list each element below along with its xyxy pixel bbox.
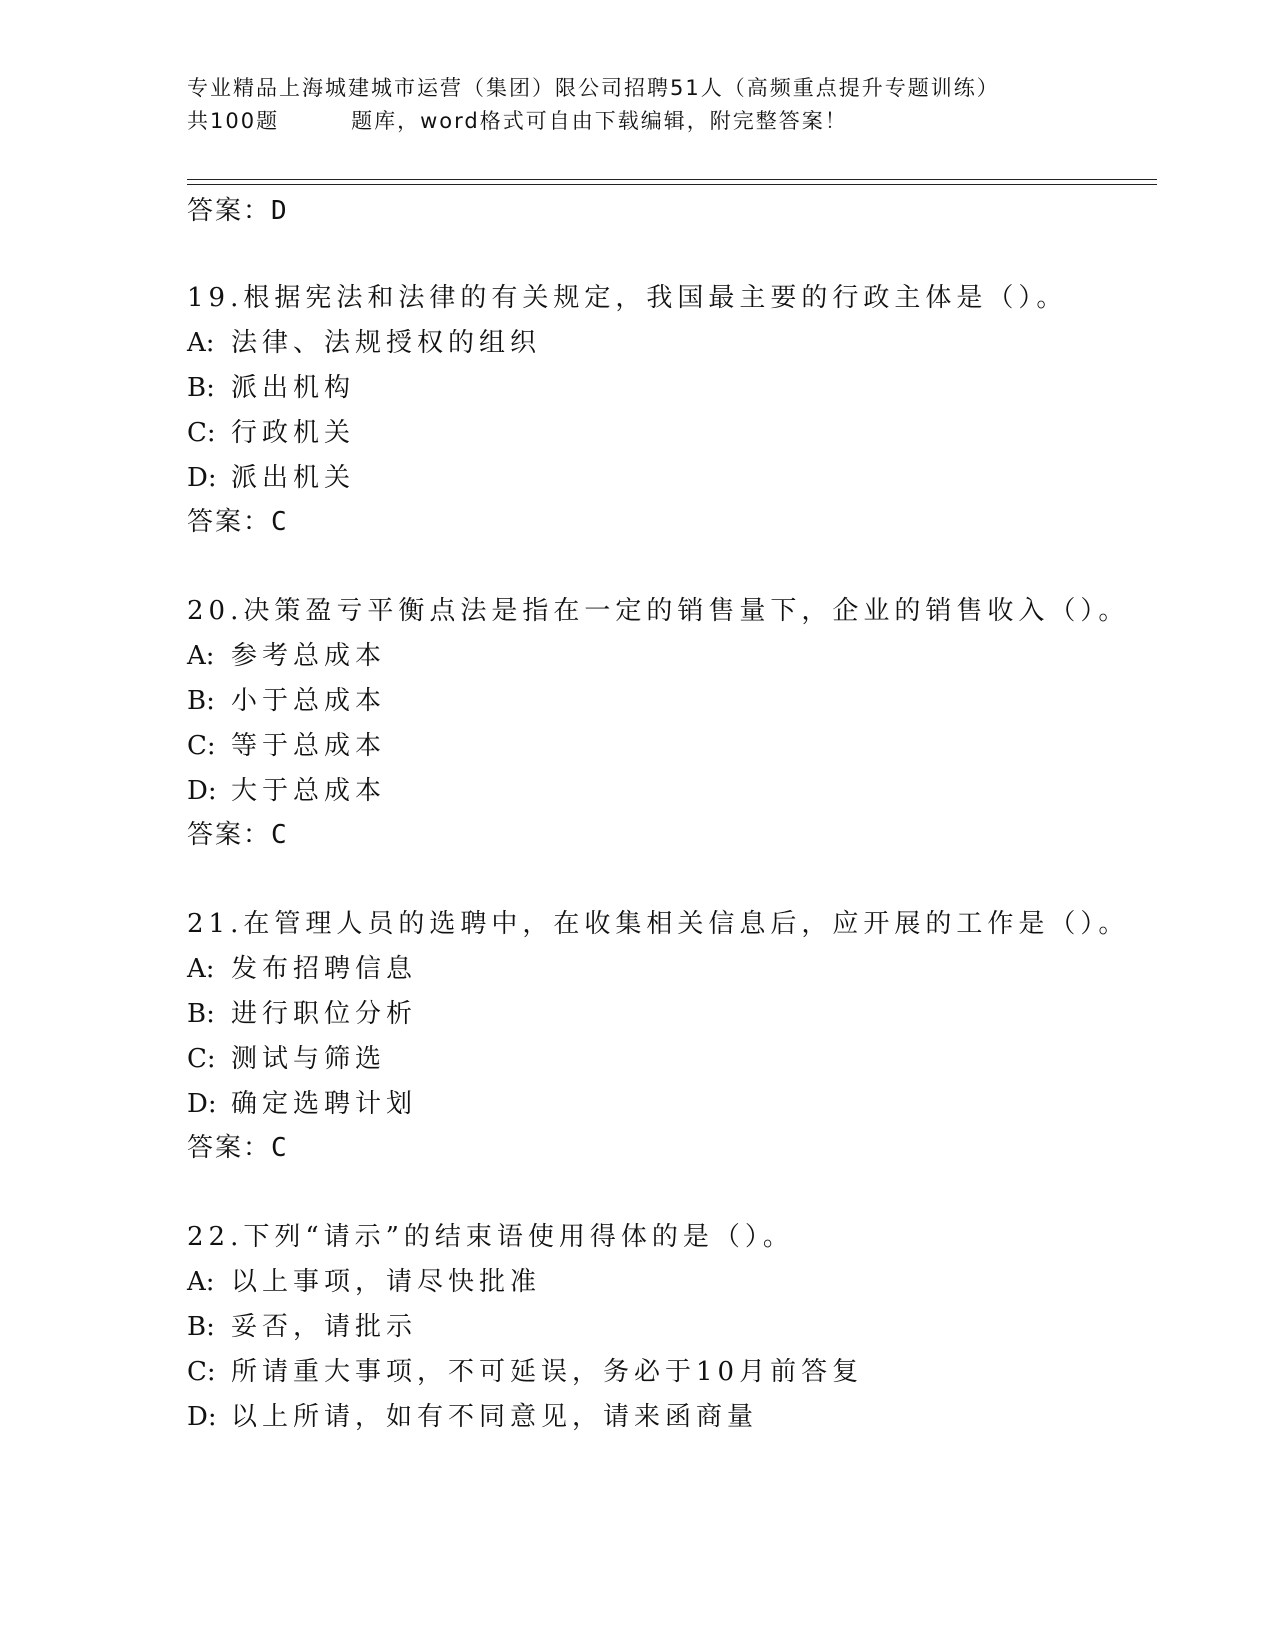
option-text: 法律、法规授权的组织 <box>231 328 542 358</box>
answer-label: 答案： <box>187 1133 272 1163</box>
option-a <box>187 1260 1147 1305</box>
option-b <box>187 366 1147 411</box>
option-key: C: <box>187 731 216 761</box>
option-text: 以上所请，如有不同意见，请来函商量 <box>231 1402 759 1432</box>
header-description: 题库，word格式可自由下载编辑，附完整答案！ <box>351 109 848 133</box>
option-d <box>187 769 1147 814</box>
option-key: B: <box>187 1312 215 1342</box>
option-key: C: <box>187 1357 216 1387</box>
option-c <box>187 411 1147 456</box>
option-key: D: <box>187 463 217 493</box>
answer-value: D <box>271 196 289 226</box>
option-text: 所请重大事项，不可延误，务必于10月前答复 <box>231 1357 864 1387</box>
header-title-line: 专业精品上海城建城市运营（集团）限公司招聘51人（高频重点提升专题训练） <box>187 76 1000 100</box>
question-block <box>187 276 1147 543</box>
answer-line <box>187 190 1147 232</box>
option-c <box>187 1350 1147 1395</box>
option-text: 进行职位分析 <box>231 999 418 1029</box>
option-b <box>187 1305 1147 1350</box>
question-block <box>187 902 1147 1169</box>
answer-line <box>187 1127 1147 1169</box>
question-stem: 22.下列“请示”的结束语使用得体的是（）。 <box>187 1222 794 1252</box>
option-key: D: <box>187 1089 217 1119</box>
option-text: 妥否，请批示 <box>231 1312 418 1342</box>
answer-value: C <box>271 1133 289 1163</box>
option-text: 等于总成本 <box>231 731 387 761</box>
option-key: A: <box>187 641 215 671</box>
question-stem: 20.决策盈亏平衡点法是指在一定的销售量下，企业的销售收入（）。 <box>187 596 1130 626</box>
page-header <box>187 72 1087 138</box>
answer-line <box>187 501 1147 543</box>
header-rule-bottom <box>187 184 1157 185</box>
option-key: B: <box>187 686 215 716</box>
answer-label: 答案： <box>187 507 272 537</box>
option-key: C: <box>187 418 216 448</box>
answer-value: C <box>271 507 289 537</box>
option-d <box>187 456 1147 501</box>
question-block <box>187 589 1147 856</box>
option-text: 参考总成本 <box>231 641 387 671</box>
option-text: 大于总成本 <box>231 776 387 806</box>
option-text: 发布招聘信息 <box>231 954 418 984</box>
header-rule-top <box>187 179 1157 180</box>
header-question-count: 共100题 <box>187 109 280 133</box>
option-text: 测试与筛选 <box>231 1044 387 1074</box>
option-text: 派出机构 <box>231 373 356 403</box>
option-b <box>187 679 1147 724</box>
option-key: B: <box>187 999 215 1029</box>
answer-label: 答案： <box>187 820 272 850</box>
question-block <box>187 1215 1147 1440</box>
option-text: 确定选聘计划 <box>231 1089 418 1119</box>
question-list <box>187 190 1147 1486</box>
option-key: A: <box>187 954 215 984</box>
option-d <box>187 1395 1147 1440</box>
answer-line <box>187 814 1147 856</box>
option-key: A: <box>187 1267 215 1297</box>
option-key: C: <box>187 1044 216 1074</box>
option-key: A: <box>187 328 215 358</box>
option-d <box>187 1082 1147 1127</box>
option-c <box>187 1037 1147 1082</box>
option-text: 小于总成本 <box>231 686 387 716</box>
answer-value: C <box>271 820 289 850</box>
option-a <box>187 321 1147 366</box>
option-text: 行政机关 <box>231 418 356 448</box>
option-text: 以上事项，请尽快批准 <box>231 1267 542 1297</box>
option-b <box>187 992 1147 1037</box>
answer-label: 答案： <box>187 196 272 226</box>
option-a <box>187 634 1147 679</box>
option-a <box>187 947 1147 992</box>
option-key: D: <box>187 1402 217 1432</box>
header-subtitle-line <box>187 105 1087 138</box>
option-key: B: <box>187 373 215 403</box>
option-text: 派出机关 <box>231 463 356 493</box>
question-stem: 19.根据宪法和法律的有关规定，我国最主要的行政主体是（）。 <box>187 283 1068 313</box>
question-stem: 21.在管理人员的选聘中，在收集相关信息后，应开展的工作是（）。 <box>187 909 1130 939</box>
option-key: D: <box>187 776 217 806</box>
option-c <box>187 724 1147 769</box>
